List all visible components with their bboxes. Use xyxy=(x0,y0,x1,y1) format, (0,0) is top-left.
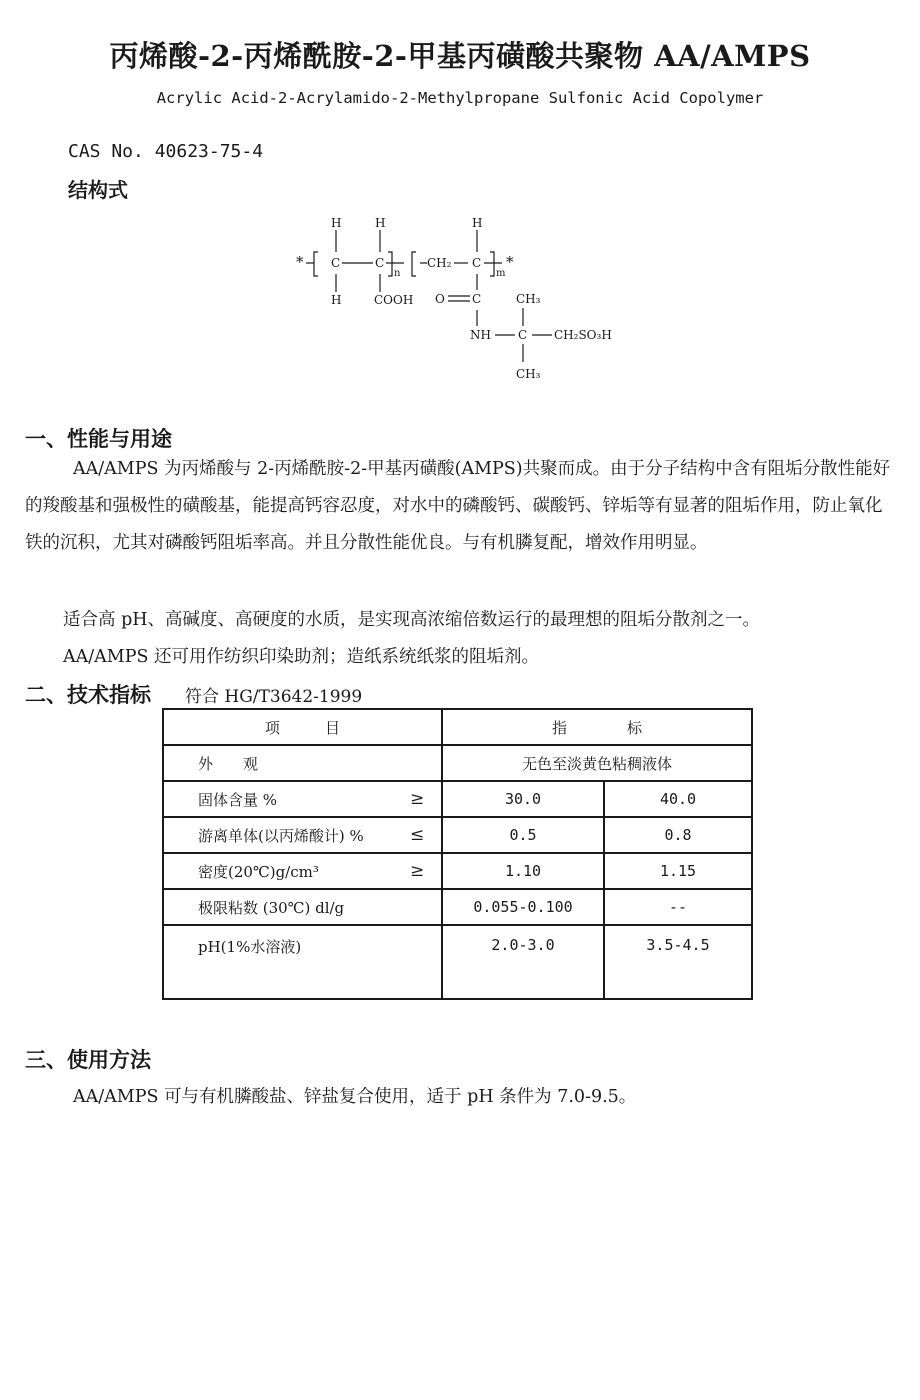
row-value-1: 2.0-3.0 xyxy=(442,925,604,999)
row-value-1: 0.5 xyxy=(442,817,604,853)
table-row xyxy=(163,853,752,889)
row-label-text: 密度(20℃)g/cm³ xyxy=(198,862,319,881)
end-star-left: * xyxy=(296,253,304,271)
application-paragraph: 适合高 pH、高碱度、高硬度的水质，是实现高浓缩倍数运行的最理想的阻垢分散剂之一。 xyxy=(63,610,761,630)
row-value-2: -- xyxy=(604,889,752,925)
standard-reference: 符合 HG/T3642-1999 xyxy=(185,687,363,707)
row-value: 无色至淡黄色粘稠液体 xyxy=(442,745,752,781)
table-row xyxy=(163,745,752,781)
row-label-text: 游离单体(以丙烯酸计) % xyxy=(198,826,364,845)
structure-label: 结构式 xyxy=(68,178,128,202)
table-row xyxy=(163,925,752,999)
atom-c: C xyxy=(375,256,385,270)
amide-nh: NH xyxy=(470,328,491,342)
row-value-1: 1.10 xyxy=(442,853,604,889)
atom-c: C xyxy=(518,328,528,342)
methyl-group: CH₃ xyxy=(516,367,541,381)
atom-c: C xyxy=(472,292,482,306)
structural-formula xyxy=(290,212,630,392)
subscript-n: n xyxy=(394,268,401,279)
row-value-2: 1.15 xyxy=(604,853,752,889)
atom-h: H xyxy=(472,216,483,230)
row-label-text: 外 观 xyxy=(198,754,259,773)
row-label xyxy=(163,781,442,817)
document-subtitle: Acrylic Acid-2-Acrylamido-2-Methylpropane Sulfonic Acid Copolymer xyxy=(156,89,764,107)
row-value-2: 3.5-4.5 xyxy=(604,925,752,999)
atom-h: H xyxy=(331,293,342,307)
table-row xyxy=(163,817,752,853)
methyl-group: CH₃ xyxy=(516,292,541,306)
properties-paragraph: AA/AMPS 为丙烯酸与 2-丙烯酰胺-2-甲基丙磺酸(AMPS)共聚而成。由于分子结构中含有阻垢分散性能好的羧酸基和强极性的磺酸基，能提高钙容忍度，对水中的磷酸钙、碳酸钙、锌垢等有显著的阻垢作用，防止氧化铁的沉积，尤其对磷酸钙阻垢率高。并且分散性能优良。与有机膦复配，增效作用明显。 xyxy=(25,459,891,553)
row-label-text: pH(1%水溶液) xyxy=(198,938,302,956)
section-heading-properties: 一、性能与用途 xyxy=(25,426,172,451)
row-label xyxy=(163,853,442,889)
table-header-row xyxy=(163,709,752,745)
subscript-m: m xyxy=(496,268,506,279)
methylene-group: CH₂ xyxy=(427,256,452,270)
section-heading-specifications: 二、技术指标 xyxy=(25,682,151,707)
row-value-2: 40.0 xyxy=(604,781,752,817)
document-title: 丙烯酸-2-丙烯酰胺-2-甲基丙磺酸共聚物 AA/AMPS xyxy=(109,39,811,73)
other-use-paragraph: AA/AMPS 还可用作纺织印染助剂；造纸系统纸浆的阻垢剂。 xyxy=(63,647,540,667)
comparison-sign: ≥ xyxy=(410,861,425,881)
table-row xyxy=(163,889,752,925)
row-label xyxy=(163,817,442,853)
row-label xyxy=(163,925,442,999)
row-value-1: 30.0 xyxy=(442,781,604,817)
carboxyl-group: COOH xyxy=(374,293,414,307)
specification-table xyxy=(162,708,753,1000)
usage-paragraph: AA/AMPS 可与有机膦酸盐、锌盐复合使用，适于 pH 条件为 7.0-9.5。 xyxy=(73,1087,637,1107)
row-label-text: 极限粘数 (30℃) dl/g xyxy=(198,898,345,917)
header-item: 项 目 xyxy=(163,709,442,745)
atom-h: H xyxy=(375,216,386,230)
sulfomethyl-group: CH₂SO₃H xyxy=(554,328,612,342)
row-label-text: 固体含量 % xyxy=(198,790,278,809)
cas-number: CAS No. 40623-75-4 xyxy=(68,141,264,162)
atom-h: H xyxy=(331,216,342,230)
atom-c: C xyxy=(472,256,482,270)
row-value-2: 0.8 xyxy=(604,817,752,853)
atom-c: C xyxy=(331,256,341,270)
table-row xyxy=(163,781,752,817)
section-heading-usage: 三、使用方法 xyxy=(25,1047,151,1072)
row-label xyxy=(163,889,442,925)
row-label xyxy=(163,745,442,781)
comparison-sign: ≤ xyxy=(410,825,425,845)
comparison-sign: ≥ xyxy=(410,789,425,809)
atom-o: O xyxy=(435,292,445,306)
header-index: 指 标 xyxy=(442,709,752,745)
row-value-1: 0.055-0.100 xyxy=(442,889,604,925)
end-star-right: * xyxy=(506,253,514,271)
